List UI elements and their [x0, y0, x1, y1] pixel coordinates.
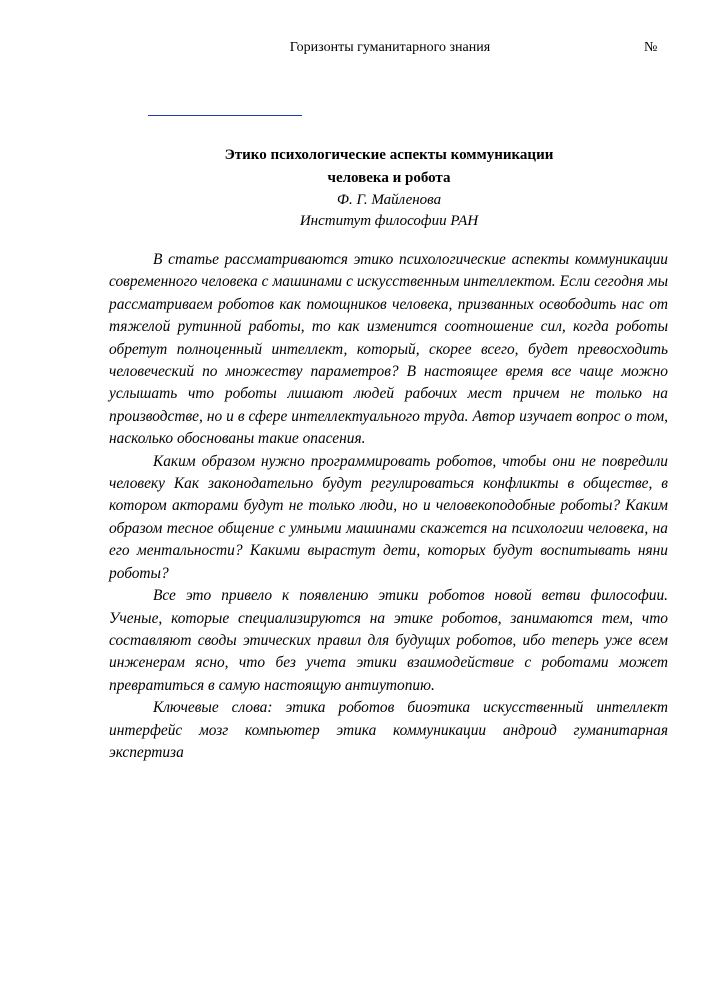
journal-title: Горизонты гуманитарного знания	[289, 40, 491, 55]
abstract-paragraph: Все это привело к появлению этики роботов новой ветви философии. Ученые, которые специализируются на этике роботов, занимаются тем, что составляют своды этических правил для будущих роботов, ибо теперь уже всем инженерам ясно, что без учета этики взаимодействие с роботами может превратиться в самую настоящую антиутопию.	[109, 587, 668, 694]
article-title-line-1: Этико психологические аспекты коммуникации	[224, 147, 554, 163]
author-affiliation: Институт философии РАН	[299, 213, 479, 229]
abstract	[109, 249, 668, 764]
abstract-paragraph: Каким образом нужно программировать роботов, чтобы они не повредили человеку Как законодательно будут регулироваться конфликты в обществе, в котором акторами будут не только люди, но и человекоподобные роботы? Каким образом тесное общение с умными машинами скажется на психологии человека, на его ментальности? Какими вырастут дети, которых будут воспитывать няни роботы?	[109, 452, 668, 582]
issue-number: №	[644, 40, 658, 55]
footnote-rule	[148, 115, 302, 116]
article-title-line-2: человека и робота	[327, 170, 451, 186]
article-heading	[0, 144, 709, 232]
abstract-paragraph: В статье рассматриваются этико психологические аспекты коммуникации современного человека с машинами с искусственным интеллектом. Если сегодня мы рассматриваем роботов как помощников человека, призванных освободить нас от тяжелой рутинной работы, то как изменится соотношение сил, когда роботы обретут полноценный интеллект, который, скорее всего, будет превосходить человеческий по множеству параметров? В настоящее время все чаще можно услышать что роботы лишают людей рабочих мест причем не только на производстве, но и в сфере интеллектуального труда. Автор изучает вопрос о том, насколько обоснованы такие опасения.	[109, 251, 668, 448]
author-name: Ф. Г. Майленова	[336, 192, 442, 208]
keywords: Ключевые слова: этика роботов биоэтика искусственный интеллект интерфейс мозг компьютер этика коммуникации андроид гуманитарная экспертиза	[109, 699, 668, 761]
